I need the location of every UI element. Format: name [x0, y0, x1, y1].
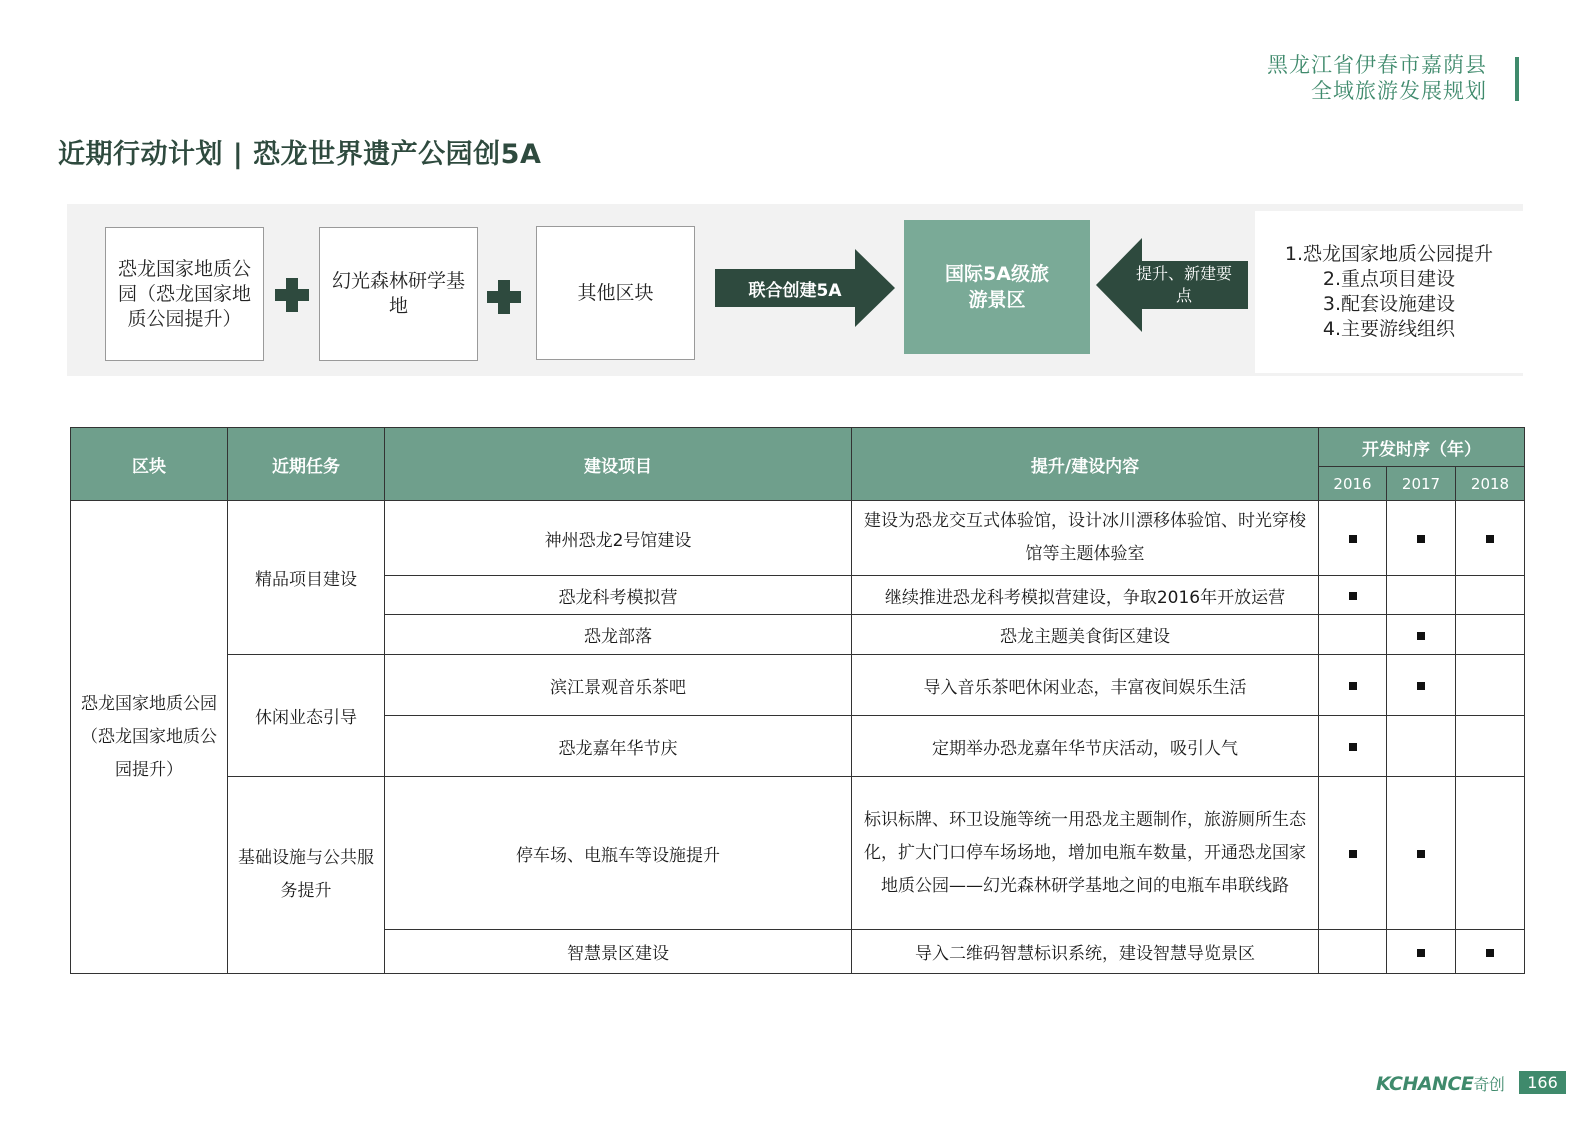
schedule-mark-icon: [1417, 632, 1425, 640]
header-year-2017: 2017: [1387, 467, 1456, 501]
mark-cell: [1456, 501, 1525, 576]
schedule-mark-icon: [1486, 949, 1494, 957]
table-header-row: [71, 428, 1525, 467]
mark-cell: [1387, 501, 1456, 576]
mark-cell: [1319, 930, 1387, 974]
project-cell: 恐龙嘉年华节庆: [385, 716, 852, 777]
mark-cell: [1456, 576, 1525, 615]
mark-cell: [1387, 930, 1456, 974]
mark-cell: [1387, 655, 1456, 716]
header-schedule: 开发时序（年）: [1319, 428, 1525, 467]
brand-name: KCHANCE: [1376, 1073, 1474, 1095]
mark-cell: [1319, 501, 1387, 576]
schedule-mark-icon: [1417, 949, 1425, 957]
action-plan-table: [70, 427, 1525, 974]
header-divider: [1515, 57, 1519, 101]
header-project: 建设项目: [385, 428, 852, 501]
block-name-cell: 恐龙国家地质公园（恐龙国家地质公园提升）: [71, 501, 228, 974]
content-cell: 继续推进恐龙科考模拟营建设，争取2016年开放运营: [852, 576, 1319, 615]
target-5a-box: [904, 220, 1090, 354]
mark-cell: [1319, 716, 1387, 777]
block-box-geopark: [105, 227, 264, 361]
mark-cell: [1319, 777, 1387, 930]
schedule-mark-icon: [1349, 682, 1357, 690]
header-year-2018: 2018: [1456, 467, 1525, 501]
brand-logo: [1376, 1072, 1504, 1095]
schedule-mark-icon: [1349, 592, 1357, 600]
project-cell: 恐龙部落: [385, 615, 852, 655]
plus-icon: [275, 278, 309, 312]
project-cell: 停车场、电瓶车等设施提升: [385, 777, 852, 930]
project-cell: 神州恐龙2号馆建设: [385, 501, 852, 576]
task-cell: 精品项目建设: [228, 501, 385, 655]
schedule-mark-icon: [1417, 535, 1425, 543]
mark-cell: [1387, 716, 1456, 777]
task-cell: 休闲业态引导: [228, 655, 385, 777]
project-cell: 恐龙科考模拟营: [385, 576, 852, 615]
mark-cell: [1456, 930, 1525, 974]
header-year-2016: 2016: [1319, 467, 1387, 501]
block-box-forest: [319, 227, 478, 361]
key-points-list: [1255, 211, 1523, 373]
header-task: 近期任务: [228, 428, 385, 501]
page-title: 近期行动计划 | 恐龙世界遗产公园创5A: [58, 139, 542, 170]
mark-cell: [1319, 655, 1387, 716]
project-cell: 智慧景区建设: [385, 930, 852, 974]
key-point-2: 2.重点项目建设: [1322, 268, 1456, 290]
mark-cell: [1456, 716, 1525, 777]
block-box-other-label: 其他区块: [577, 281, 654, 304]
content-cell: 建设为恐龙交互式体验馆，设计冰川漂移体验馆、时光穿梭馆等主题体验室: [852, 501, 1319, 576]
mark-cell: [1387, 576, 1456, 615]
content-cell: 标识标牌、环卫设施等统一用恐龙主题制作，旅游厕所生态化，扩大门口停车场场地，增加电瓶车数量，开通恐龙国家地质公园——幻光森林研学基地之间的电瓶车串联线路: [852, 777, 1319, 930]
block-box-forest-label: 幻光森林研学基地: [332, 270, 466, 317]
schedule-mark-icon: [1349, 850, 1357, 858]
schedule-mark-icon: [1486, 535, 1494, 543]
block-box-geopark-label: 恐龙国家地质公园（恐龙国家地质公园提升）: [118, 257, 252, 330]
content-cell: 恐龙主题美食街区建设: [852, 615, 1319, 655]
key-point-4: 4.主要游线组织: [1322, 318, 1456, 340]
mark-cell: [1319, 576, 1387, 615]
key-point-3: 3.配套设施建设: [1322, 293, 1456, 315]
content-cell: 定期举办恐龙嘉年华节庆活动，吸引人气: [852, 716, 1319, 777]
mark-cell: [1319, 615, 1387, 655]
arrow-upgrade-label: 提升、新建要点: [1135, 264, 1232, 305]
key-point-1: 1.恐龙国家地质公园提升: [1284, 243, 1494, 265]
content-cell: 导入音乐茶吧休闲业态，丰富夜间娱乐生活: [852, 655, 1319, 716]
document-header: [1267, 52, 1487, 104]
plus-icon: [487, 280, 521, 314]
content-cell: 导入二维码智慧标识系统，建设智慧导览景区: [852, 930, 1319, 974]
task-cell: 基础设施与公共服务提升: [228, 777, 385, 974]
schedule-mark-icon: [1417, 682, 1425, 690]
target-5a-label: 国际5A级旅游景区: [945, 263, 1049, 311]
header-line-1: 黑龙江省伊春市嘉荫县: [1267, 53, 1487, 77]
header-block: 区块: [71, 428, 228, 501]
mark-cell: [1387, 615, 1456, 655]
table-row: [71, 655, 1525, 716]
header-content: 提升/建设内容: [852, 428, 1319, 501]
arrow-joint-5a-label: 联合创建5A: [748, 280, 842, 301]
mark-cell: [1456, 777, 1525, 930]
project-cell: 滨江景观音乐茶吧: [385, 655, 852, 716]
schedule-mark-icon: [1417, 850, 1425, 858]
table-row: [71, 501, 1525, 576]
schedule-mark-icon: [1349, 743, 1357, 751]
header-line-2: 全域旅游发展规划: [1311, 79, 1487, 103]
page-number: 166: [1519, 1071, 1566, 1094]
brand-name-cn: 奇创: [1473, 1075, 1505, 1094]
mark-cell: [1456, 615, 1525, 655]
table-row: [71, 777, 1525, 930]
schedule-mark-icon: [1349, 535, 1357, 543]
mark-cell: [1387, 777, 1456, 930]
mark-cell: [1456, 655, 1525, 716]
block-box-other: [536, 226, 695, 360]
